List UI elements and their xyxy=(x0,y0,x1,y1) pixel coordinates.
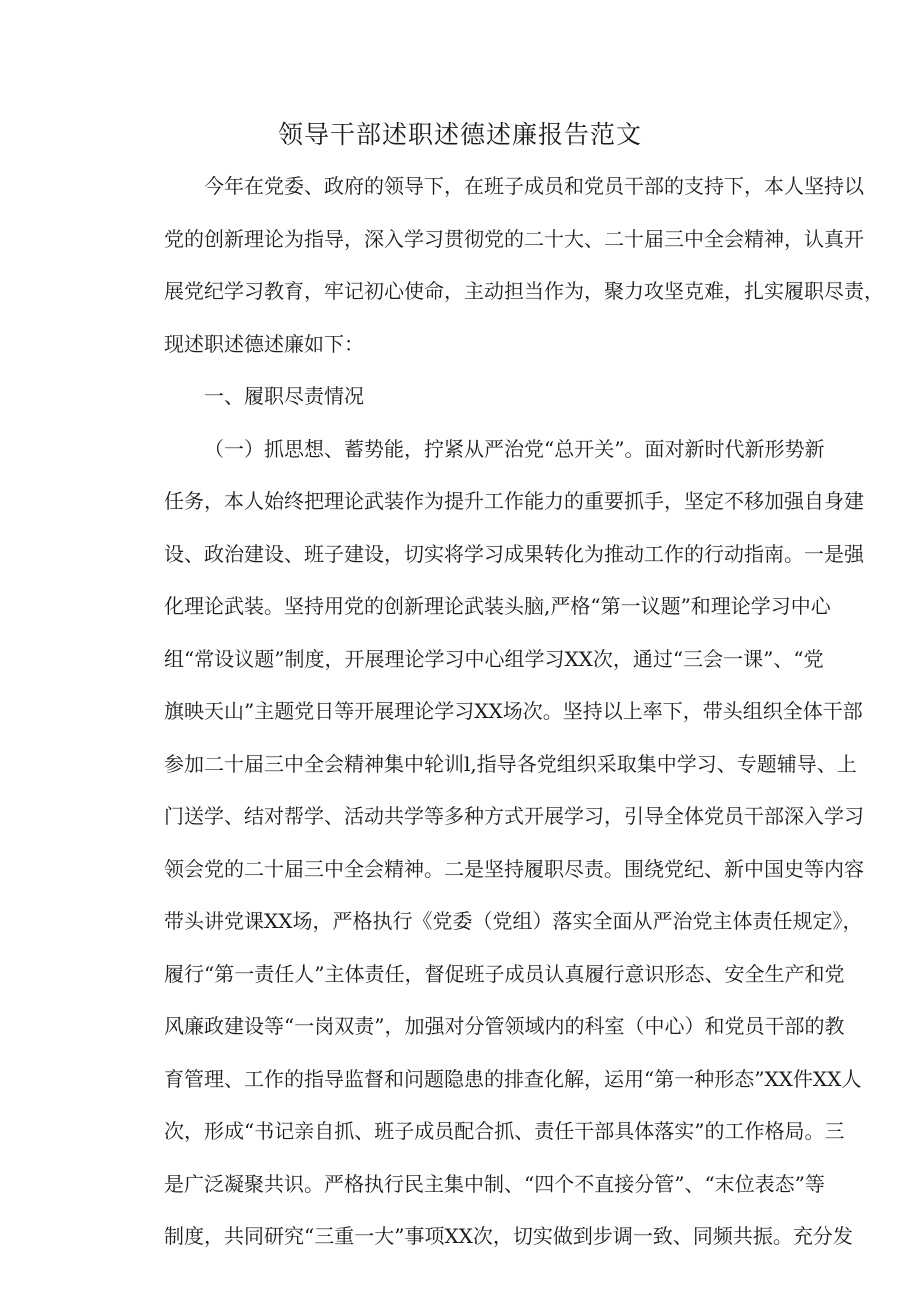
body-line: 旗映天山”主题党日等开展理论学习XX场次。坚持以上率下，带头组织全体干部 xyxy=(164,699,863,723)
body-line: 制度，共同研究“三重一大”事项XX次，切实做到步调一致、同频共振。充分发 xyxy=(164,1224,853,1248)
body-line: 化理论武装。坚持用党的创新理论武装头脑,严格“第一议题”和理论学习中心 xyxy=(164,594,831,618)
body-line: 组“常设议题”制度，开展理论学习中心组学习XX次，通过“三会一课”、“党 xyxy=(164,647,824,671)
body-line: （一）抓思想、蓄势能，拧紧从严治党“总开关”。面对新时代新形势新 xyxy=(204,437,825,461)
body-line: 设、政治建设、班子建设，切实将学习成果转化为推动工作的行动指南。一是强 xyxy=(164,542,864,566)
body-line: 风廉政建设等“一岗双责”，加强对分管领域内的科室（中心）和党员干部的教 xyxy=(164,1014,845,1038)
body-line: 履行“第一责任人”主体责任，督促班子成员认真履行意识形态、安全生产和党 xyxy=(164,962,845,986)
body-line: 党的创新理论为指导，深入学习贯彻党的二十大、二十届三中全会精神，认真开 xyxy=(164,227,864,251)
body-line: 今年在党委、政府的领导下，在班子成员和党员干部的支持下，本人坚持以 xyxy=(204,174,864,198)
body-line: 育管理、工作的指导监督和问题隐患的排查化解，运用“第一种形态”XX件XX人 xyxy=(164,1067,862,1091)
body-line: 领会党的二十届三中全会精神。二是坚持履职尽责。围绕党纪、新中国史等内容 xyxy=(164,857,864,881)
body-line: 现述职述德述廉如下： xyxy=(164,332,364,356)
body-line: 参加二十届三中全会精神集中轮训l,指导各党组织采取集中学习、专题辅导、上 xyxy=(164,752,857,776)
body-line: 展党纪学习教育，牢记初心使命，主动担当作为，聚力攻坚克难，扎实履职尽责， xyxy=(164,279,884,303)
body-line: 带头讲党课XX场，严格执行《党委（党组）落实全面从严治党主体责任规定》， xyxy=(164,909,863,933)
body-line: 次，形成“书记亲自抓、班子成员配合抓、责任干部具体落实”的工作格局。三 xyxy=(164,1119,845,1143)
document-title: 领导干部述职述德述廉报告范文 xyxy=(277,120,642,149)
body-line: 是广泛凝聚共识。严格执行民主集中制、“四个不直接分管”、“末位表态”等 xyxy=(164,1172,825,1196)
body-line: 一、履职尽责情况 xyxy=(204,384,364,408)
body-line: 任务，本人始终把理论武装作为提升工作能力的重要抓手，坚定不移加强自身建 xyxy=(164,489,864,513)
body-line: 门送学、结对帮学、活动共学等多种方式开展学习，引导全体党员干部深入学习 xyxy=(164,804,864,828)
